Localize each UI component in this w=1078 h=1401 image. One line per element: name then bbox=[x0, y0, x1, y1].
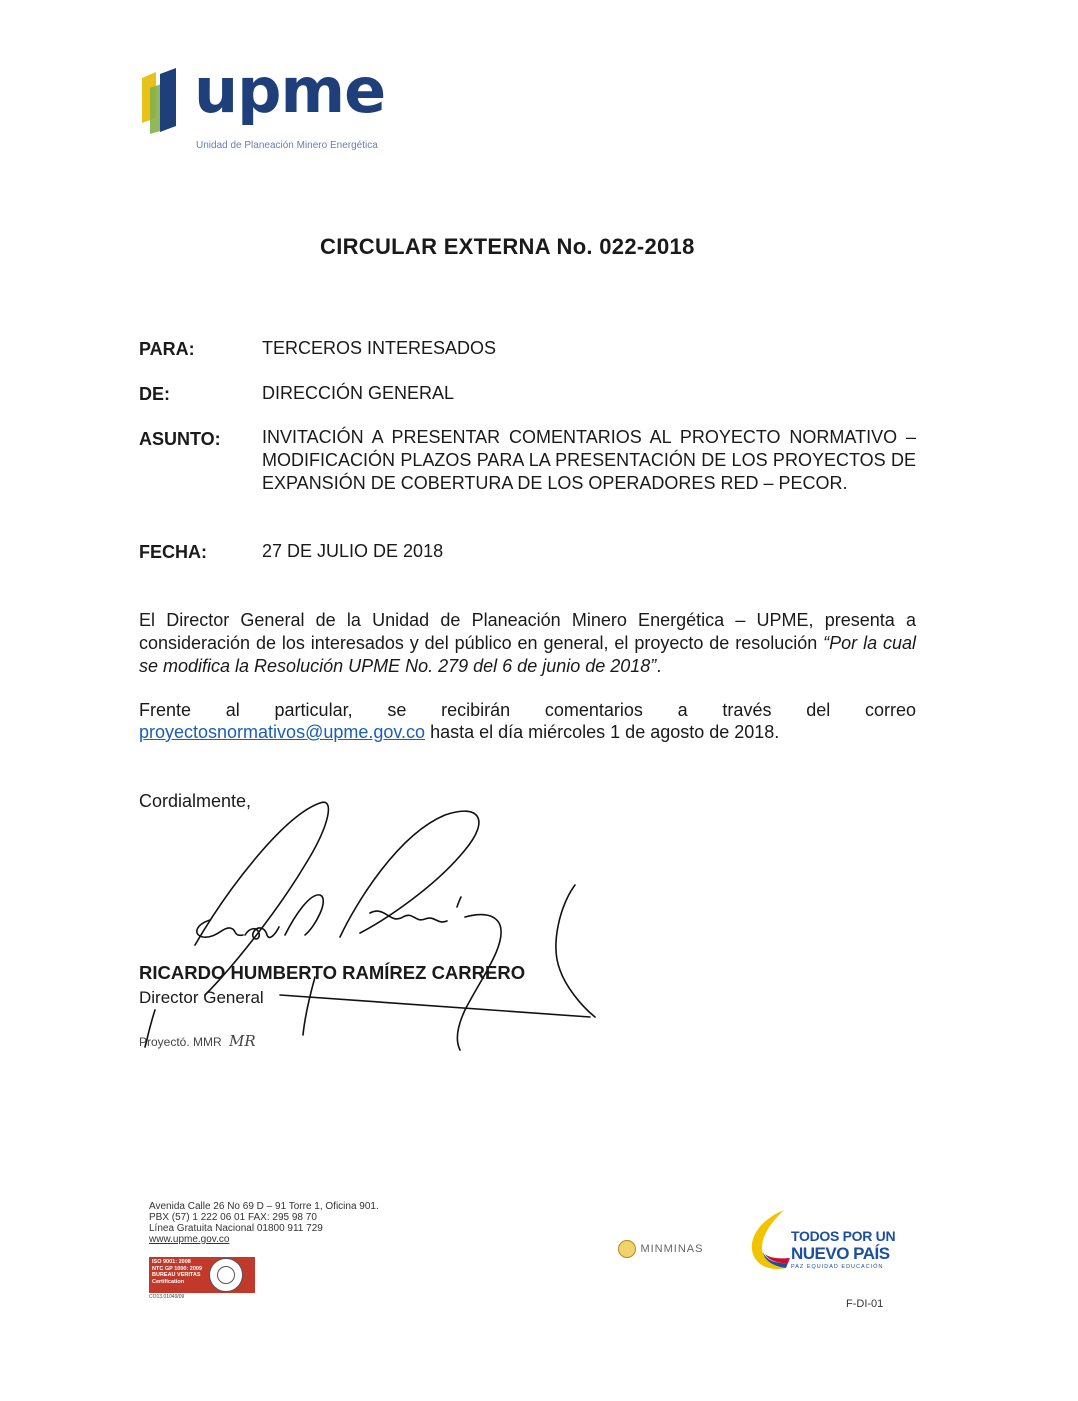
body-paragraph-2-line-2 bbox=[139, 722, 779, 743]
de-value: DIRECCIÓN GENERAL bbox=[262, 383, 455, 403]
ministry-label: MINMINAS bbox=[640, 1243, 704, 1255]
signatory-name: RICARDO HUMBERTO RAMÍREZ CARRERO bbox=[139, 962, 526, 983]
body-paragraph-1-end: . bbox=[656, 656, 662, 676]
upme-logo-subtitle: Unidad de Planeación Minero Energética bbox=[196, 140, 378, 151]
projected-by-label: Proyectó. MMR bbox=[139, 1035, 222, 1049]
certification-code: CO13.01049/09 bbox=[149, 1294, 185, 1300]
fecha-value: 27 DE JULIO DE 2018 bbox=[262, 541, 444, 561]
projected-by bbox=[139, 1032, 256, 1050]
website-link[interactable]: www.upme.gov.co bbox=[149, 1234, 230, 1245]
upme-logo bbox=[138, 54, 386, 155]
de-label: DE: bbox=[139, 384, 170, 404]
upme-logo-mark bbox=[138, 68, 190, 138]
page-title: CIRCULAR EXTERNA No. 022-2018 bbox=[320, 234, 695, 259]
colombia-coat-of-arms-icon bbox=[618, 1240, 636, 1258]
gov-slogan-line-2: NUEVO PAÍS bbox=[791, 1244, 890, 1263]
handwritten-signature bbox=[135, 795, 605, 1055]
address-line-3: Línea Gratuita Nacional 01800 911 729 bbox=[149, 1223, 323, 1234]
upme-logo-text: upme bbox=[194, 54, 386, 127]
gov-slogan-line-3: PAZ EQUIDAD EDUCACIÓN bbox=[791, 1264, 884, 1270]
para-value: TERCEROS INTERESADOS bbox=[262, 338, 497, 358]
cert-line-1: ISO 9001: 2008 bbox=[152, 1259, 191, 1265]
body-paragraph-2-line-1: Frente al particular, se recibirán comentarios a través del correo bbox=[139, 700, 916, 720]
government-logo bbox=[746, 1208, 896, 1278]
projected-by-initials: MR bbox=[229, 1032, 256, 1050]
cert-line-3: BUREAU VERITAS bbox=[152, 1272, 201, 1278]
body-paragraph-1 bbox=[139, 609, 916, 678]
email-link[interactable]: proyectosnormativos@upme.gov.co bbox=[139, 722, 426, 742]
form-code: F-DI-01 bbox=[846, 1298, 884, 1310]
asunto-label: ASUNTO: bbox=[139, 429, 221, 449]
footer-address bbox=[149, 1201, 379, 1245]
closing-text: Cordialmente, bbox=[139, 791, 252, 811]
certification-text bbox=[152, 1259, 202, 1285]
body-paragraph-1-text: El Director General de la Unidad de Planeación Minero Energética – UPME, presenta a consideración de los interesados y del público en general, el proyecto de resolución bbox=[139, 610, 916, 653]
body-paragraph-2-rest: hasta el día miércoles 1 de agosto de 2018. bbox=[425, 722, 780, 742]
government-swoosh-icon bbox=[746, 1208, 792, 1274]
certification-seal-icon bbox=[209, 1258, 243, 1292]
fecha-label: FECHA: bbox=[139, 542, 207, 562]
cert-line-2: NTC GP 1000: 2009 bbox=[152, 1265, 203, 1272]
cert-line-4: Certification bbox=[152, 1278, 185, 1285]
address-line-2: PBX (57) 1 222 06 01 FAX: 295 98 70 bbox=[149, 1212, 317, 1223]
ministry-logo bbox=[618, 1240, 703, 1258]
body-paragraph-1-italic: “Por la cual se modifica la Resolución UPME No. 279 del 6 de junio de 2018” bbox=[139, 633, 916, 676]
signatory-title: Director General bbox=[139, 988, 264, 1007]
gov-slogan-line-1: TODOS POR UN bbox=[791, 1228, 896, 1244]
certification-badge bbox=[149, 1257, 255, 1293]
address-line-1: Avenida Calle 26 No 69 D – 91 Torre 1, Oficina 901. bbox=[149, 1201, 379, 1212]
asunto-value: INVITACIÓN A PRESENTAR COMENTARIOS AL PROYECTO NORMATIVO – MODIFICACIÓN PLAZOS PARA LA PRESENTACIÓN DE LOS PROYECTOS DE EXPANSIÓN DE COBERTURA DE LOS OPERADORES RED – PECOR. bbox=[262, 427, 916, 493]
para-label: PARA: bbox=[139, 339, 195, 359]
